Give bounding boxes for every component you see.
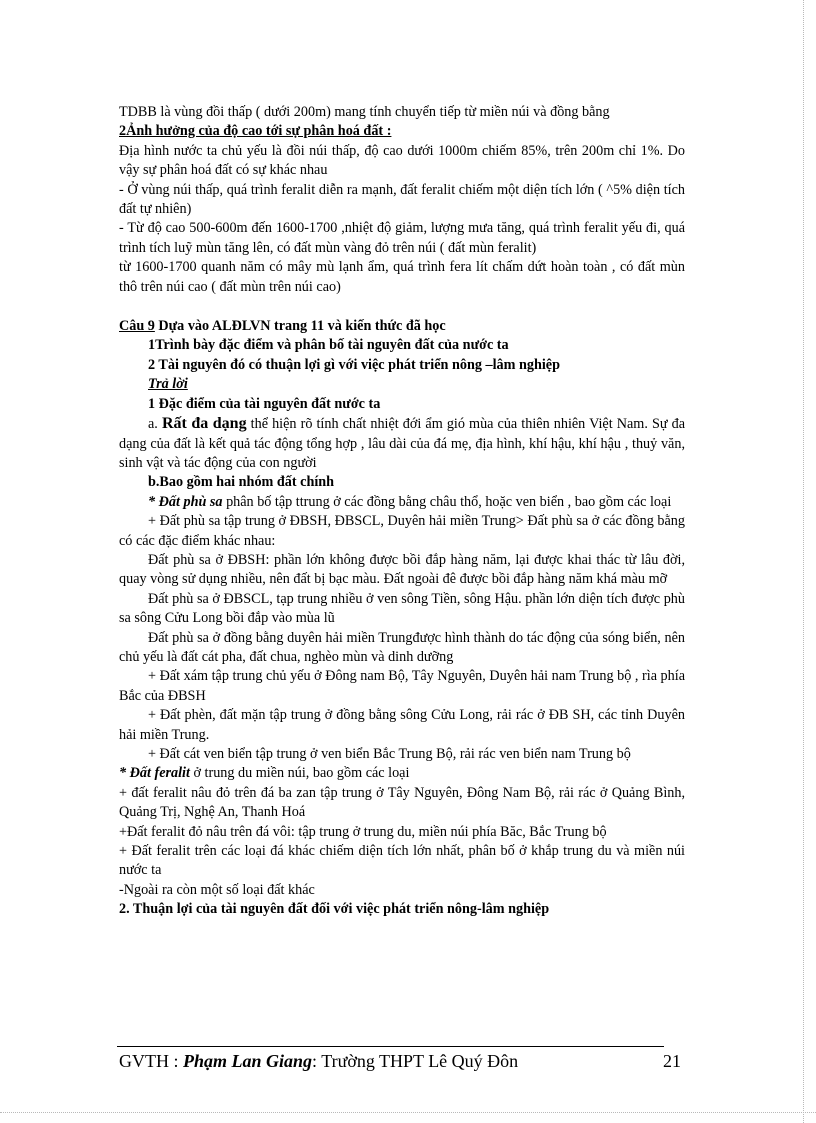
section2-paragraph: - Ở vùng núi thấp, quá trình feralit diễn ra mạnh, đất feralit chiếm một diện tích lớn ( ^5% diện tích đất tự nhiên)	[119, 181, 685, 218]
question-label: Câu 9	[119, 318, 155, 335]
section2-paragraph: - Từ độ cao 500-600m đến 1600-1700 ,nhiệt độ giảm, lượng mưa tăng, quá trình feralit yếu đi, quá trình tích luỹ mùn tăng lên, có đất mùn vàng đỏ trên núi ( đất mùn feralit)	[119, 220, 685, 256]
section2-paragraph: từ 1600-1700 quanh năm có mây mù lạnh ẩm, quá trình fera lít chấm dứt hoàn toàn , có đất mùn thô trên núi cao ( đất mùn trên núi cao)	[119, 259, 685, 295]
alluvial-paragraph: + Đất phù sa tập trung ở ĐBSH, ĐBSCL, Duyên hải miền Trung> Đất phù sa ở các đồng bằng có các đặc điểm khác nhau:	[119, 513, 685, 549]
groups-heading: b.Bao gồm hai nhóm đất chính	[148, 474, 335, 491]
feralit-paragraph: + đất feralit nâu đỏ trên đá ba zan tập trung ở Tây Nguyên, Đông Nam Bộ, rải rác ở Quảng Bình, Quảng Trị, Nghệ An, Thanh Hoá	[119, 784, 685, 821]
page-edge-bottom	[0, 1112, 816, 1113]
feralit-text: ở trung du miền núi, bao gồm các loại	[189, 765, 410, 782]
alluvial-paragraph: + Đất phèn, đất mặn tập trung ở đồng bằng sông Cửu Long, rải rác ở ĐB SH, các tỉnh Duyên hải miền Trung.	[119, 707, 685, 743]
section2-paragraph: Địa hình nước ta chủ yếu là đồi núi thấp, độ cao dưới 1000m chiếm 85%, trên 200m chỉ 1%. Do vậy sự phân hoá đất có sự khác nhau	[119, 142, 685, 179]
answer-label: Trả lời	[148, 376, 188, 393]
page-number: 21	[663, 1051, 681, 1071]
alluvial-label: * Đất phù sa	[148, 493, 223, 510]
footer-rule	[117, 1046, 664, 1047]
footer-teacher-name: Phạm Lan Giang	[183, 1051, 313, 1071]
alluvial-text: phân bố tập ttrung ở các đồng bằng châu thổ, hoặc ven biển , bao gồm các loại	[222, 493, 672, 510]
section2-heading: 2Ảnh hưởng của độ cao tới sự phân hoá đất :	[119, 123, 392, 140]
diversity-paragraph	[119, 414, 685, 473]
feralit-paragraph: + Đất feralit trên các loại đá khác chiếm diện tích lớn nhất, phân bố ở khắp trung du và miền núi nước ta	[119, 843, 685, 879]
intro-line: TDBB là vùng đồi thấp ( dưới 200m) mang tính chuyển tiếp từ miền núi và đồng bằng	[119, 104, 610, 120]
part1-heading: 1 Đặc điểm của tài nguyên đất nước ta	[148, 395, 381, 412]
footer-author	[119, 1049, 518, 1073]
alluvial-paragraph: + Đất cát ven biển tập trung ở ven biển Bắc Trung Bộ, rải rác ven biển nam Trung bộ	[148, 746, 631, 762]
diversity-prefix: a.	[148, 416, 162, 433]
alluvial-paragraph: + Đất xám tập trung chủ yếu ở Đông nam Bộ, Tây Nguyên, Duyên hải nam Trung bộ , rìa phía Bắc của ĐBSH	[119, 668, 685, 704]
alluvial-paragraph: Đất phù sa ở ĐBSH: phần lớn không được bồi đắp hàng năm, lại được khai thác từ lâu đời, quay vòng sử dụng nhiều, nên đất bị bạc màu. Đất ngoài đê được bồi đắp hàng năm khá màu mỡ	[119, 551, 685, 588]
part2-heading: 2. Thuận lợi của tài nguyên đất đối với việc phát triển nông-lâm nghiệp	[119, 901, 550, 918]
page-edge-right	[803, 0, 804, 1123]
section-gap	[119, 297, 685, 317]
alluvial-paragraph: Đất phù sa ở đồng bằng duyên hải miền Trungđược hình thành do tác động của sóng biển, nên chủ yếu là đất cát pha, đất chua, nghèo mùn và dinh dưỡng	[119, 629, 685, 665]
diversity-text: thể hiện rõ tính chất nhiệt đới ẩm gió mùa của thiên nhiên Việt Nam. Sự đa dạng của đất là kết quả tác động tổng hợp , lâu dài của đá mẹ, địa hình, khí hậu, khí hậu , thuỷ văn, sinh vật và tác động của con người	[119, 416, 686, 471]
footer-school: : Trường THPT Lê Quý Đôn	[312, 1051, 519, 1071]
feralit-intro	[119, 764, 685, 783]
feralit-paragraph: +Đất feralit đỏ nâu trên đá vôi: tập trung ở trung du, miền núi phía Băc, Bắc Trung bộ	[119, 823, 607, 840]
alluvial-paragraph: Đất phù sa ở ĐBSCL, tạp trung nhiều ở ven sông Tiền, sông Hậu. phần lớn diện tích được phù sa sông Cửu Long bồi đắp vào mùa lũ	[119, 590, 685, 627]
question-text: Dựa vào ALĐLVN trang 11 và kiến thức đã học	[154, 318, 446, 335]
footer-prefix: GVTH :	[119, 1051, 183, 1071]
feralit-paragraph: -Ngoài ra còn một số loại đất khác	[119, 881, 315, 898]
question-9	[119, 317, 685, 336]
feralit-label: * Đất feralit	[119, 765, 190, 782]
question-item-1: 1Trình bày đặc điểm và phân bố tài nguyên đất của nước ta	[148, 337, 509, 354]
alluvial-intro	[119, 493, 685, 512]
diversity-bold: Rất đa dạng	[161, 415, 247, 433]
question-item-2: 2 Tài nguyên đó có thuận lợi gì với việc phát triển nông –lâm nghiệp	[148, 356, 560, 373]
document-body	[119, 103, 685, 920]
